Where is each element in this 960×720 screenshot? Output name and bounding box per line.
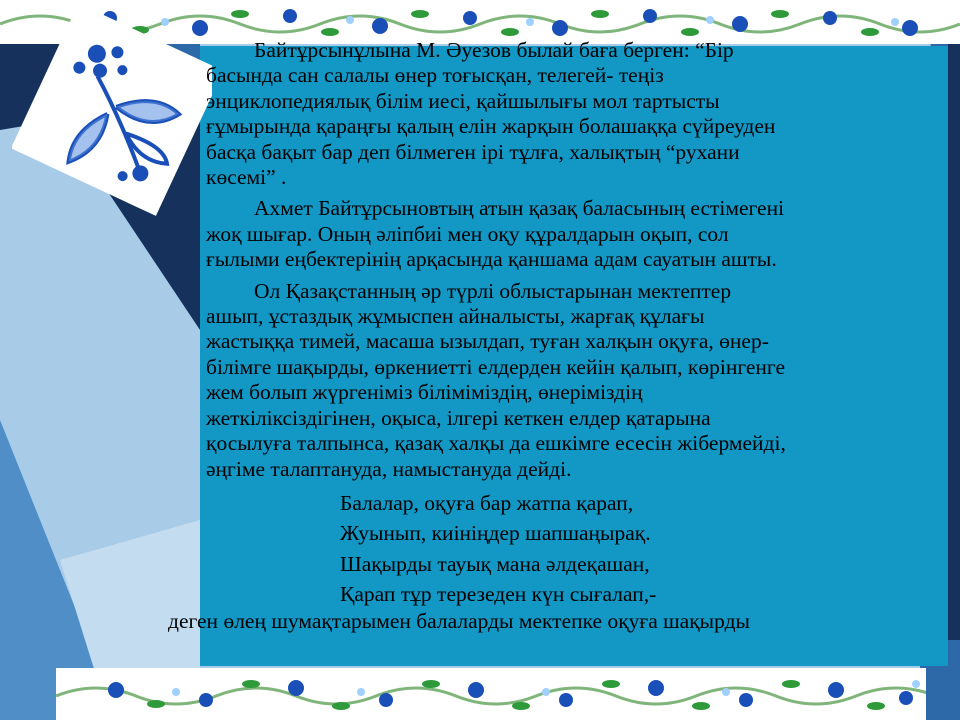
bottom-flower-border (56, 668, 926, 720)
text-line: жеткіліксіздігінен, оқыса, ілгері кеткен елдер қатарына (206, 405, 711, 430)
text-line: Ахмет Байтұрсыновтың атын қазақ баласының естімегені (254, 196, 785, 221)
paragraph-3 (206, 279, 946, 482)
text-line: білімге шақырды, өркениетті елдерден кейін қалып, көрінгенге (206, 354, 785, 379)
text-line: ғылыми еңбектерінің арқасында қаншама адам сауатын ашты. (206, 247, 777, 272)
text-line: қосылуға талпынса, қазақ халқы да ешкімге есесін жібермейді, (206, 431, 786, 456)
poem-line: Жуынып, киініңдер шапшаңырақ. (340, 521, 651, 546)
text-line: энциклопедиялық білім иесі, қайшылығы мол тартысты (206, 88, 720, 113)
poem-line: Шақырды тауық мана әлдеқашан, (340, 551, 650, 576)
poem-line: Балалар, оқуға бар жатпа қарап, (340, 490, 634, 515)
paragraph-1 (206, 38, 946, 190)
text-line: Байтұрсынұлына М. Әуезов былай баға берген: “Бір (254, 38, 734, 62)
text-line: көсемі” . (206, 165, 287, 190)
text-line: ғұмырында қараңғы қалың елін жарқын болашаққа сүйреуден (206, 114, 776, 139)
closing-line: деген өлең шумақтарымен балаларды мектепке оқуға шақырды (168, 609, 750, 633)
text-line: әңгіме талаптануда, намыстануда дейді. (206, 456, 572, 481)
text-line: басында сан салалы өнер тоғысқан, телегей- теңіз (206, 63, 664, 88)
text-line: басқа бақыт бар деп білмеген ірі тұлға, халықтың “рухани (206, 139, 740, 164)
text-line: жем болып жүргеніміз біліміміздің, өнеріміздің (206, 380, 643, 405)
poem-line: Қарап тұр терезеден күн сығалап,- (340, 582, 657, 607)
text-line: ашып, ұстаздық жұмыспен айналысты, жарғақ құлағы (206, 304, 705, 329)
floral-ornament-icon (12, 6, 212, 226)
text-line: жастыққа тимей, масаша ызылдап, туған халқын оқуға, өнер- (206, 329, 769, 354)
poem (206, 488, 946, 610)
text-line: жоқ шығар. Оның әліпбиі мен оқу құралдарын оқып, сол (206, 221, 729, 246)
body-text (206, 38, 946, 610)
paragraph-2 (206, 196, 946, 272)
text-line: Ол Қазақстанның әр түрлі облыстарынан мектептер (254, 278, 732, 303)
